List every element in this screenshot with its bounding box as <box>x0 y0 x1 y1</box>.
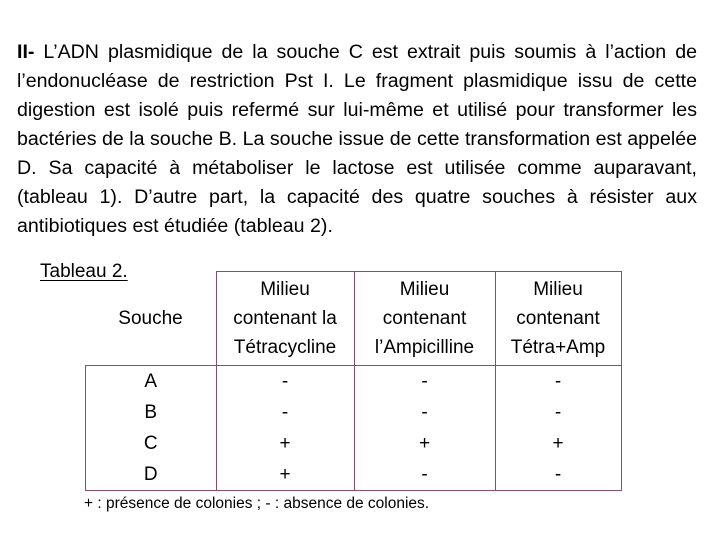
header-tetracycline-line-1: Milieu <box>260 279 310 300</box>
table-header-row <box>86 272 622 366</box>
cell-tetra-amp: - <box>495 459 621 491</box>
header-ampicilline <box>354 272 495 366</box>
cell-tetra-amp: + <box>495 428 621 459</box>
cell-ampicilline: - <box>354 366 495 398</box>
cell-souche: B <box>86 397 217 428</box>
cell-souche: A <box>86 366 217 398</box>
section-label: II- <box>17 41 35 63</box>
paragraph-text: L’ADN plasmidique de la souche C est extrait puis soumis à l’action de l’endonucléase de restriction Pst I. Le fragment plasmidique issu de cette digestion est isolé puis refermé sur lui-même et utilisé pour transformer les bactéries de la souche B. La souche issue de cette transformation est appelée D. Sa capacité à métaboliser le lactose est utilisée comme auparavant, (tableau 1). D’autre part, la capacité des quatre souches à résister aux antibiotiques est étudiée (tableau 2). <box>17 41 697 237</box>
header-tetracycline <box>216 272 354 366</box>
cell-souche: D <box>86 459 217 491</box>
header-ampicilline-line-1: Milieu <box>399 279 450 300</box>
table-row <box>86 397 622 428</box>
cell-tetra-amp: - <box>495 366 621 398</box>
cell-tetracycline: + <box>216 459 354 491</box>
table-legend: + : présence de colonies ; - : absence de colonies. <box>84 495 430 512</box>
table-row <box>86 366 622 398</box>
header-tetracycline-line-3: Tétracycline <box>233 337 337 358</box>
cell-tetracycline: - <box>216 366 354 398</box>
header-tetra-amp <box>495 272 621 366</box>
cell-tetracycline: + <box>216 428 354 459</box>
header-tetracycline-line-2: contenant la <box>233 308 337 329</box>
question-paragraph <box>17 38 697 241</box>
header-ampicilline-line-2: contenant <box>382 308 467 329</box>
header-tetra-amp-line-2: contenant <box>516 308 600 329</box>
header-tetra-amp-line-1: Milieu <box>533 279 583 300</box>
cell-ampicilline: - <box>354 397 495 428</box>
header-souche: Souche <box>86 272 217 366</box>
table-title: Tableau 2. <box>40 261 128 282</box>
cell-tetracycline: - <box>216 397 354 428</box>
table-row <box>86 459 622 491</box>
header-tetra-amp-line-3: Tétra+Amp <box>510 337 606 358</box>
cell-ampicilline: + <box>354 428 495 459</box>
table-row <box>86 428 622 459</box>
antibiotic-resistance-table <box>85 271 622 491</box>
cell-ampicilline: - <box>354 459 495 491</box>
cell-tetra-amp: - <box>495 397 621 428</box>
header-ampicilline-line-3: l’Ampicilline <box>374 337 475 358</box>
cell-souche: C <box>86 428 217 459</box>
